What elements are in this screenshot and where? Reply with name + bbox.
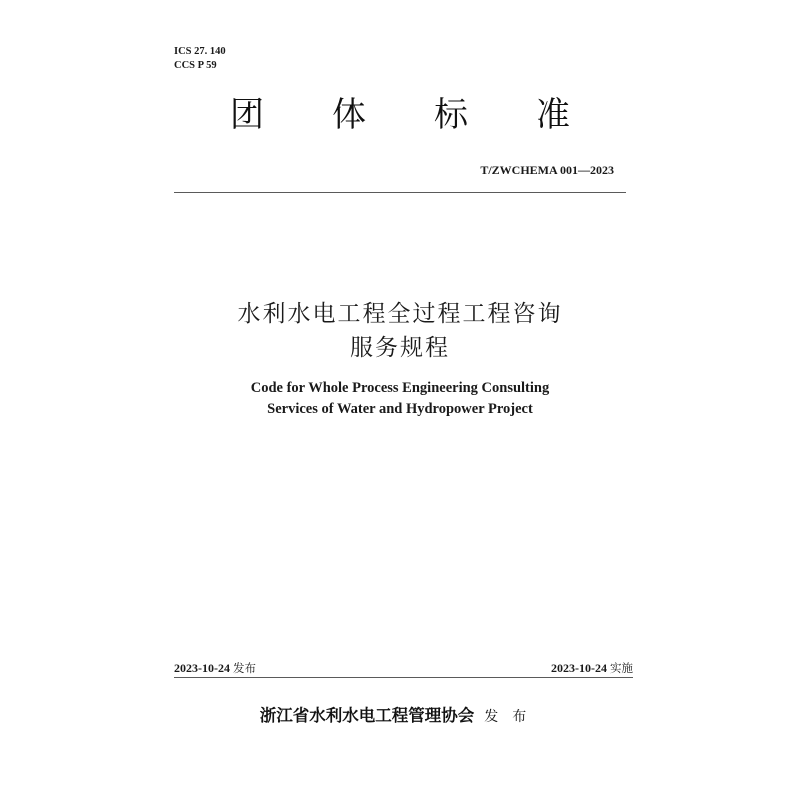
date-row <box>174 660 633 676</box>
implement-date-block <box>551 660 633 676</box>
publisher-line <box>0 704 800 729</box>
implement-label: 实施 <box>610 661 633 675</box>
ics-code: ICS 27. 140 <box>174 46 226 57</box>
issue-date: 2023-10-24 <box>174 661 230 675</box>
classification-codes <box>174 45 226 73</box>
standard-type-char: 团 <box>230 95 264 135</box>
english-title-line-2: Services of Water and Hydropower Project <box>267 401 533 417</box>
english-title <box>0 378 800 420</box>
chinese-title <box>0 297 800 365</box>
english-title-line-1: Code for Whole Process Engineering Consulting <box>250 380 550 396</box>
footer-divider <box>174 677 633 678</box>
issue-label: 发布 <box>233 661 256 675</box>
issue-date-block <box>174 660 256 676</box>
standard-type-char: 体 <box>332 95 366 135</box>
publisher-name: 浙江省水利水电工程管理协会 <box>259 706 475 725</box>
standard-number: T/ZWCHEMA 001—2023 <box>480 163 614 177</box>
ccs-code: CCS P 59 <box>174 60 217 71</box>
implement-date: 2023-10-24 <box>551 661 607 675</box>
standard-type-heading <box>230 92 570 138</box>
standard-type-char: 标 <box>434 95 468 135</box>
chinese-title-line-1: 水利水电工程全过程工程咨询 <box>237 301 563 327</box>
standard-type-char: 准 <box>536 95 570 135</box>
publisher-action: 发布 <box>484 709 541 725</box>
header-divider <box>174 192 626 193</box>
chinese-title-line-2: 服务规程 <box>350 335 450 361</box>
